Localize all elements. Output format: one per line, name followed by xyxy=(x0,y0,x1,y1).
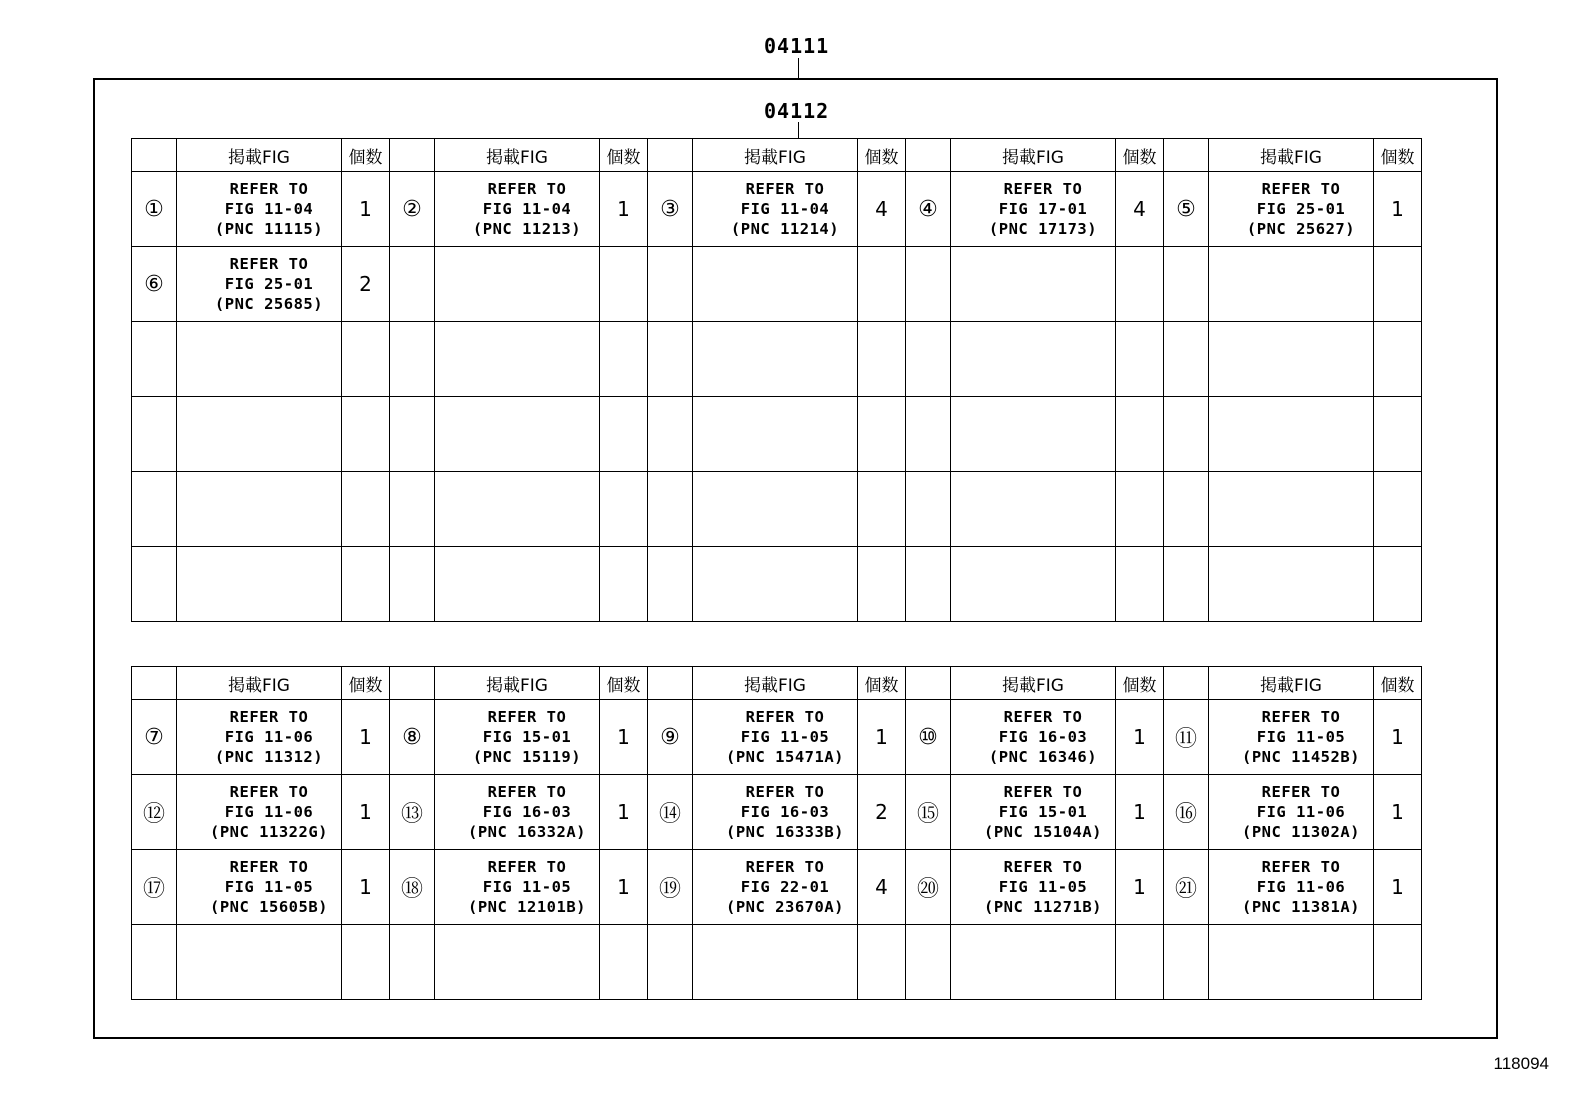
header-blank xyxy=(906,667,951,700)
header-qty: 個数 xyxy=(858,667,906,700)
table-row xyxy=(132,775,1422,850)
item-number xyxy=(1164,397,1209,472)
fig-ref-refer: REFER TO xyxy=(1003,708,1083,726)
quantity: 1 xyxy=(600,775,648,850)
fig-reference xyxy=(951,547,1116,622)
quantity: 1 xyxy=(1116,775,1164,850)
fig-reference xyxy=(435,172,600,247)
quantity: 1 xyxy=(1116,850,1164,925)
header-qty: 個数 xyxy=(1116,139,1164,172)
quantity: 1 xyxy=(1374,172,1422,247)
quantity xyxy=(1374,322,1422,397)
item-number: ⑫ xyxy=(132,775,177,850)
item-number xyxy=(1164,247,1209,322)
fig-ref-fig: FIG 11-05 xyxy=(482,878,572,896)
fig-ref-refer: REFER TO xyxy=(1261,858,1341,876)
table-row xyxy=(132,397,1422,472)
item-number: ⑨ xyxy=(648,700,693,775)
fig-ref-fig: FIG 16-03 xyxy=(998,728,1088,746)
fig-ref-fig: FIG 11-05 xyxy=(224,878,314,896)
fig-reference xyxy=(951,850,1116,925)
quantity: 1 xyxy=(1374,775,1422,850)
header-fig: 掲載FIG xyxy=(435,667,600,700)
header-qty: 個数 xyxy=(1116,667,1164,700)
fig-reference xyxy=(177,925,342,1000)
parts-table-lower xyxy=(131,666,1422,1000)
leader-line-04111 xyxy=(798,58,799,78)
quantity xyxy=(1116,247,1164,322)
header-fig: 掲載FIG xyxy=(435,139,600,172)
table-row xyxy=(132,247,1422,322)
item-number xyxy=(906,925,951,1000)
fig-ref-fig: FIG 17-01 xyxy=(998,200,1088,218)
header-row xyxy=(132,667,1422,700)
fig-reference xyxy=(1209,397,1374,472)
item-number xyxy=(390,322,435,397)
header-row xyxy=(132,139,1422,172)
fig-reference xyxy=(951,472,1116,547)
header-fig: 掲載FIG xyxy=(693,667,858,700)
quantity xyxy=(342,547,390,622)
header-qty: 個数 xyxy=(342,667,390,700)
fig-ref-fig: FIG 11-05 xyxy=(1256,728,1346,746)
quantity xyxy=(600,547,648,622)
fig-reference xyxy=(435,397,600,472)
table-row xyxy=(132,925,1422,1000)
fig-ref-pnc: (PNC 11213) xyxy=(472,220,582,238)
quantity xyxy=(1116,547,1164,622)
item-number xyxy=(132,322,177,397)
fig-reference xyxy=(1209,172,1374,247)
fig-reference xyxy=(1209,700,1374,775)
fig-ref-pnc: (PNC 15605B) xyxy=(210,898,328,916)
fig-ref-pnc: (PNC 11381A) xyxy=(1242,898,1360,916)
fig-reference xyxy=(951,172,1116,247)
assembly-label-04112: 04112 xyxy=(764,99,830,123)
quantity: 1 xyxy=(342,775,390,850)
item-number: ① xyxy=(132,172,177,247)
item-number xyxy=(390,925,435,1000)
quantity: 2 xyxy=(342,247,390,322)
quantity xyxy=(600,247,648,322)
fig-reference xyxy=(1209,775,1374,850)
item-number xyxy=(1164,322,1209,397)
quantity xyxy=(342,322,390,397)
fig-ref-refer: REFER TO xyxy=(745,858,825,876)
quantity: 4 xyxy=(858,172,906,247)
quantity xyxy=(1374,472,1422,547)
fig-reference xyxy=(177,322,342,397)
header-fig: 掲載FIG xyxy=(177,667,342,700)
table-row xyxy=(132,172,1422,247)
fig-ref-pnc: (PNC 15119) xyxy=(472,748,582,766)
fig-ref-refer: REFER TO xyxy=(487,783,567,801)
fig-ref-pnc: (PNC 17173) xyxy=(988,220,1098,238)
quantity: 1 xyxy=(342,172,390,247)
header-fig: 掲載FIG xyxy=(951,667,1116,700)
fig-reference xyxy=(693,775,858,850)
quantity xyxy=(1374,547,1422,622)
table-row xyxy=(132,700,1422,775)
item-number xyxy=(906,547,951,622)
fig-reference xyxy=(177,547,342,622)
quantity: 1 xyxy=(342,700,390,775)
fig-reference xyxy=(693,700,858,775)
item-number xyxy=(390,547,435,622)
fig-reference xyxy=(1209,547,1374,622)
quantity xyxy=(600,925,648,1000)
fig-reference xyxy=(1209,472,1374,547)
item-number: ⑬ xyxy=(390,775,435,850)
fig-ref-fig: FIG 11-04 xyxy=(740,200,830,218)
fig-ref-pnc: (PNC 11214) xyxy=(730,220,840,238)
item-number: ⑯ xyxy=(1164,775,1209,850)
diagram-id: 118094 xyxy=(1493,1054,1549,1073)
quantity xyxy=(1116,322,1164,397)
fig-ref-fig: FIG 16-03 xyxy=(482,803,572,821)
fig-ref-fig: FIG 16-03 xyxy=(740,803,830,821)
fig-ref-refer: REFER TO xyxy=(1261,180,1341,198)
fig-ref-refer: REFER TO xyxy=(487,708,567,726)
quantity xyxy=(1116,397,1164,472)
fig-ref-refer: REFER TO xyxy=(1261,708,1341,726)
assembly-label-04111: 04111 xyxy=(764,34,830,58)
header-blank xyxy=(1164,139,1209,172)
item-number xyxy=(906,247,951,322)
quantity xyxy=(600,322,648,397)
quantity xyxy=(1374,247,1422,322)
fig-reference xyxy=(1209,850,1374,925)
fig-reference xyxy=(693,925,858,1000)
fig-ref-pnc: (PNC 15104A) xyxy=(984,823,1102,841)
item-number xyxy=(1164,925,1209,1000)
fig-ref-fig: FIG 11-05 xyxy=(740,728,830,746)
item-number xyxy=(390,397,435,472)
item-number xyxy=(1164,472,1209,547)
fig-ref-pnc: (PNC 25685) xyxy=(214,295,324,313)
header-qty: 個数 xyxy=(1374,667,1422,700)
item-number: ③ xyxy=(648,172,693,247)
header-qty: 個数 xyxy=(342,139,390,172)
fig-ref-refer: REFER TO xyxy=(1003,180,1083,198)
fig-reference xyxy=(951,925,1116,1000)
fig-ref-refer: REFER TO xyxy=(745,708,825,726)
header-blank xyxy=(648,667,693,700)
item-number: ② xyxy=(390,172,435,247)
header-blank xyxy=(132,139,177,172)
fig-reference xyxy=(693,247,858,322)
header-qty: 個数 xyxy=(600,139,648,172)
item-number: ⑩ xyxy=(906,700,951,775)
fig-ref-fig: FIG 25-01 xyxy=(224,275,314,293)
fig-ref-refer: REFER TO xyxy=(229,708,309,726)
quantity xyxy=(858,547,906,622)
header-fig: 掲載FIG xyxy=(177,139,342,172)
fig-reference xyxy=(693,172,858,247)
fig-ref-fig: FIG 11-05 xyxy=(998,878,1088,896)
fig-ref-refer: REFER TO xyxy=(229,180,309,198)
item-number: ⑭ xyxy=(648,775,693,850)
fig-ref-pnc: (PNC 12101B) xyxy=(468,898,586,916)
quantity xyxy=(858,322,906,397)
fig-reference xyxy=(177,172,342,247)
parts-table-upper xyxy=(131,138,1422,622)
fig-ref-refer: REFER TO xyxy=(1261,783,1341,801)
quantity xyxy=(1374,925,1422,1000)
quantity xyxy=(858,247,906,322)
fig-ref-pnc: (PNC 25627) xyxy=(1246,220,1356,238)
fig-reference xyxy=(693,547,858,622)
fig-ref-pnc: (PNC 11452B) xyxy=(1242,748,1360,766)
fig-reference xyxy=(435,925,600,1000)
header-blank xyxy=(906,139,951,172)
quantity: 1 xyxy=(600,850,648,925)
item-number xyxy=(906,472,951,547)
quantity xyxy=(342,472,390,547)
fig-reference xyxy=(951,397,1116,472)
fig-ref-refer: REFER TO xyxy=(229,255,309,273)
header-fig: 掲載FIG xyxy=(1209,139,1374,172)
fig-reference xyxy=(435,775,600,850)
item-number xyxy=(132,925,177,1000)
item-number: ⑮ xyxy=(906,775,951,850)
header-qty: 個数 xyxy=(1374,139,1422,172)
item-number: ⑦ xyxy=(132,700,177,775)
fig-reference xyxy=(435,850,600,925)
fig-reference xyxy=(951,247,1116,322)
header-blank xyxy=(132,667,177,700)
fig-ref-pnc: (PNC 15471A) xyxy=(726,748,844,766)
fig-reference xyxy=(1209,247,1374,322)
fig-reference xyxy=(435,547,600,622)
fig-reference xyxy=(435,247,600,322)
item-number xyxy=(648,322,693,397)
fig-reference xyxy=(177,700,342,775)
header-blank xyxy=(390,139,435,172)
fig-ref-pnc: (PNC 11322G) xyxy=(210,823,328,841)
header-qty: 個数 xyxy=(858,139,906,172)
fig-ref-refer: REFER TO xyxy=(487,858,567,876)
quantity xyxy=(342,925,390,1000)
fig-reference xyxy=(435,322,600,397)
quantity: 1 xyxy=(1374,700,1422,775)
item-number xyxy=(1164,547,1209,622)
leader-line-04112 xyxy=(798,122,799,138)
quantity xyxy=(342,397,390,472)
quantity xyxy=(1116,925,1164,1000)
fig-ref-fig: FIG 15-01 xyxy=(482,728,572,746)
item-number xyxy=(132,547,177,622)
quantity: 4 xyxy=(858,850,906,925)
item-number xyxy=(648,472,693,547)
fig-reference xyxy=(177,247,342,322)
quantity xyxy=(1374,397,1422,472)
quantity xyxy=(1116,472,1164,547)
quantity: 1 xyxy=(1374,850,1422,925)
header-fig: 掲載FIG xyxy=(693,139,858,172)
item-number xyxy=(906,322,951,397)
fig-ref-fig: FIG 11-06 xyxy=(1256,878,1346,896)
fig-ref-pnc: (PNC 16346) xyxy=(988,748,1098,766)
item-number: ⑥ xyxy=(132,247,177,322)
item-number: ⑳ xyxy=(906,850,951,925)
table-row xyxy=(132,472,1422,547)
fig-ref-pnc: (PNC 11312) xyxy=(214,748,324,766)
item-number: ⑰ xyxy=(132,850,177,925)
item-number: ⑱ xyxy=(390,850,435,925)
quantity: 2 xyxy=(858,775,906,850)
quantity: 1 xyxy=(1116,700,1164,775)
fig-reference xyxy=(177,472,342,547)
item-number xyxy=(390,472,435,547)
quantity xyxy=(858,472,906,547)
fig-reference xyxy=(693,850,858,925)
fig-ref-pnc: (PNC 11271B) xyxy=(984,898,1102,916)
item-number xyxy=(132,472,177,547)
fig-reference xyxy=(177,850,342,925)
fig-ref-refer: REFER TO xyxy=(1003,858,1083,876)
header-fig: 掲載FIG xyxy=(1209,667,1374,700)
header-qty: 個数 xyxy=(600,667,648,700)
header-blank xyxy=(390,667,435,700)
quantity xyxy=(600,472,648,547)
item-number: ⑲ xyxy=(648,850,693,925)
fig-reference xyxy=(435,700,600,775)
fig-reference xyxy=(951,322,1116,397)
quantity xyxy=(600,397,648,472)
header-fig: 掲載FIG xyxy=(951,139,1116,172)
quantity xyxy=(858,397,906,472)
fig-ref-pnc: (PNC 16332A) xyxy=(468,823,586,841)
header-blank xyxy=(648,139,693,172)
fig-ref-fig: FIG 22-01 xyxy=(740,878,830,896)
item-number: ⑧ xyxy=(390,700,435,775)
fig-ref-fig: FIG 11-06 xyxy=(224,728,314,746)
fig-reference xyxy=(177,775,342,850)
table-row xyxy=(132,322,1422,397)
fig-ref-fig: FIG 15-01 xyxy=(998,803,1088,821)
fig-reference xyxy=(435,472,600,547)
item-number xyxy=(390,247,435,322)
fig-reference xyxy=(693,397,858,472)
fig-ref-pnc: (PNC 23670A) xyxy=(726,898,844,916)
fig-reference xyxy=(693,322,858,397)
fig-ref-pnc: (PNC 16333B) xyxy=(726,823,844,841)
fig-ref-pnc: (PNC 11302A) xyxy=(1242,823,1360,841)
item-number xyxy=(132,397,177,472)
quantity: 1 xyxy=(858,700,906,775)
fig-ref-fig: FIG 25-01 xyxy=(1256,200,1346,218)
fig-ref-fig: FIG 11-04 xyxy=(224,200,314,218)
item-number: ㉑ xyxy=(1164,850,1209,925)
fig-reference xyxy=(951,700,1116,775)
fig-ref-fig: FIG 11-06 xyxy=(224,803,314,821)
header-blank xyxy=(1164,667,1209,700)
fig-ref-fig: FIG 11-04 xyxy=(482,200,572,218)
fig-reference xyxy=(177,397,342,472)
fig-ref-refer: REFER TO xyxy=(1003,783,1083,801)
fig-reference xyxy=(693,472,858,547)
fig-reference xyxy=(1209,925,1374,1000)
fig-ref-refer: REFER TO xyxy=(229,783,309,801)
item-number: ⑪ xyxy=(1164,700,1209,775)
item-number xyxy=(648,925,693,1000)
fig-ref-refer: REFER TO xyxy=(745,783,825,801)
fig-ref-refer: REFER TO xyxy=(745,180,825,198)
fig-ref-pnc: (PNC 11115) xyxy=(214,220,324,238)
item-number: ④ xyxy=(906,172,951,247)
quantity: 1 xyxy=(600,700,648,775)
quantity xyxy=(858,925,906,1000)
item-number: ⑤ xyxy=(1164,172,1209,247)
item-number xyxy=(648,397,693,472)
fig-reference xyxy=(1209,322,1374,397)
item-number xyxy=(648,247,693,322)
fig-reference xyxy=(951,775,1116,850)
quantity: 4 xyxy=(1116,172,1164,247)
fig-ref-refer: REFER TO xyxy=(487,180,567,198)
table-row xyxy=(132,850,1422,925)
quantity: 1 xyxy=(600,172,648,247)
fig-ref-refer: REFER TO xyxy=(229,858,309,876)
quantity: 1 xyxy=(342,850,390,925)
item-number xyxy=(906,397,951,472)
item-number xyxy=(648,547,693,622)
fig-ref-fig: FIG 11-06 xyxy=(1256,803,1346,821)
table-row xyxy=(132,547,1422,622)
